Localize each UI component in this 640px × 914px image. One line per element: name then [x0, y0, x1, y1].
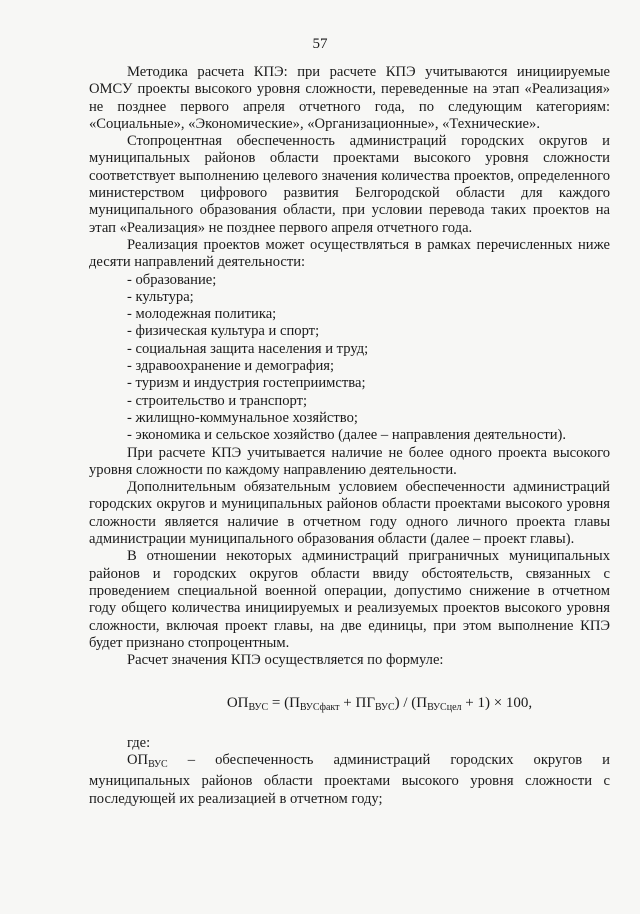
list-item: - здравоохранение и демография; [127, 358, 335, 375]
list-item: - культура; [127, 288, 194, 305]
paragraph-full-provision: Стопроцентная обеспеченность администраций городских округов и муниципальных районов области проектами высокого уровня сложности соответствует выполнению целевого значения количества проектов, определенного министерством цифрового развития Белгородской области для каждого муниципального образования области, при условии перевода таких проектов на этап «Реализация» не позднее первого апреля отчетного года. [89, 133, 610, 236]
page-number: 57 [312, 36, 328, 52]
paragraph-border-exception: В отношении некоторых администраций приграничных муниципальных районов и городских округов области ввиду обстоятельств, связанных с проведением специальной военной операции, допустимо снижение в отчетном году общего количества инициируемых и реализуемых проектов высокого уровня сложности, включая проект главы, на две единицы, при этом выполнение КПЭ будет признано стопроцентным. [89, 548, 610, 651]
list-item: - физическая культура и спорт; [127, 323, 320, 340]
list-item: - туризм и индустрия гостеприимства; [127, 375, 366, 392]
list-item: - молодежная политика; [127, 306, 277, 323]
list-item: - образование; [127, 271, 217, 288]
where-label: где: [127, 734, 151, 751]
list-item: - строительство и транспорт; [127, 392, 308, 409]
kpi-formula: $ОП_{ВУС} = (П_{ВУСфакт} + ПГ_{ВУС}) / (П_{ВУСцел} + 1) \times 100$, [226, 695, 533, 714]
list-item: - социальная защита населения и труд; [127, 340, 369, 357]
paragraph-formula-intro: Расчет значения КПЭ осуществляется по формуле: [127, 652, 444, 669]
paragraph-head-project: Дополнительным обязательным условием обеспеченности администраций городских округов и муниципальных районов области проектами высокого уровня сложности является наличие в отчетном году одного личного проекта главы администрации муниципального образования области (далее – проект главы). [89, 479, 610, 548]
definition-op: $ОП_{ВУС}$ – обеспеченность администраций городских округов и муниципальных районов области проектами высокого уровня сложности с последующей их реализацией в отчетном году; [89, 751, 610, 807]
list-item: - жилищно-коммунальное хозяйство; [127, 409, 358, 426]
paragraph-one-per-direction: При расчете КПЭ учитывается наличие не более одного проекта высокого уровня сложности по каждому направлению деятельности. [89, 444, 610, 478]
paragraph-methodology: Методика расчета КПЭ: при расчете КПЭ учитываются инициируемые ОМСУ проекты высокого уровня сложности, переведенные на этап «Реализация» не позднее первого апреля отчетного года, по следующим категориям: «Социальные», «Экономические», «Организационные», «Технические». [89, 64, 610, 132]
paragraph-directions-intro: Реализация проектов может осуществляться в рамках перечисленных ниже десяти направлений деятельности: [89, 236, 610, 271]
list-item: - экономика и сельское хозяйство (далее – направления деятельности). [127, 427, 567, 444]
document-body [89, 64, 610, 808]
directions-list [89, 272, 610, 445]
